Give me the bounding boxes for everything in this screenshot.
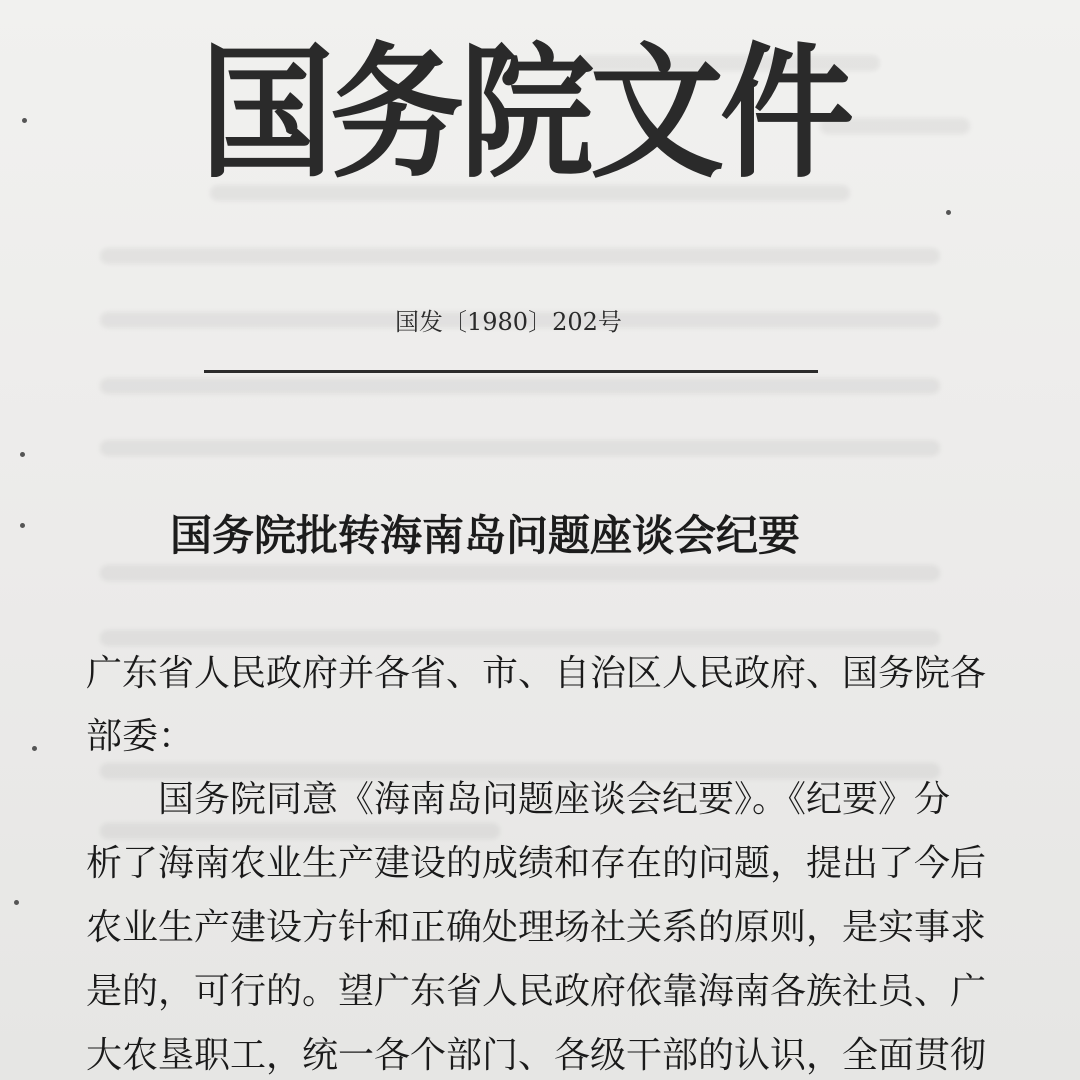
scan-speck (20, 523, 25, 528)
body-line: 农业生产建设方针和正确处理场社关系的原则，是实事求 (86, 907, 987, 948)
scan-speck (20, 452, 25, 457)
header-divider (204, 370, 818, 373)
scan-speck (32, 746, 37, 751)
body-line: 广东省人民政府并各省、市、自治区人民政府、国务院各 (86, 653, 987, 694)
letterhead-title: 国务院文件 (200, 29, 851, 199)
scan-speck (14, 900, 19, 905)
body-line: 国务院同意《海南岛问题座谈会纪要》。《纪要》分 (158, 779, 951, 820)
scan-speck (22, 118, 27, 123)
body-line: 析了海南农业生产建设的成绩和存在的问题，提出了今后 (86, 843, 987, 884)
body-line: 是的，可行的。望广东省人民政府依靠海南各族社员、广 (86, 971, 987, 1012)
body-line: 大农垦职工，统一各个部门、各级干部的认识，全面贯彻 (86, 1035, 987, 1076)
document-number: 国发〔1980〕202号 (395, 308, 622, 336)
body-line: 部委： (86, 716, 195, 757)
scan-speck (946, 210, 951, 215)
document-title: 国务院批转海南岛问题座谈会纪要 (170, 511, 801, 560)
